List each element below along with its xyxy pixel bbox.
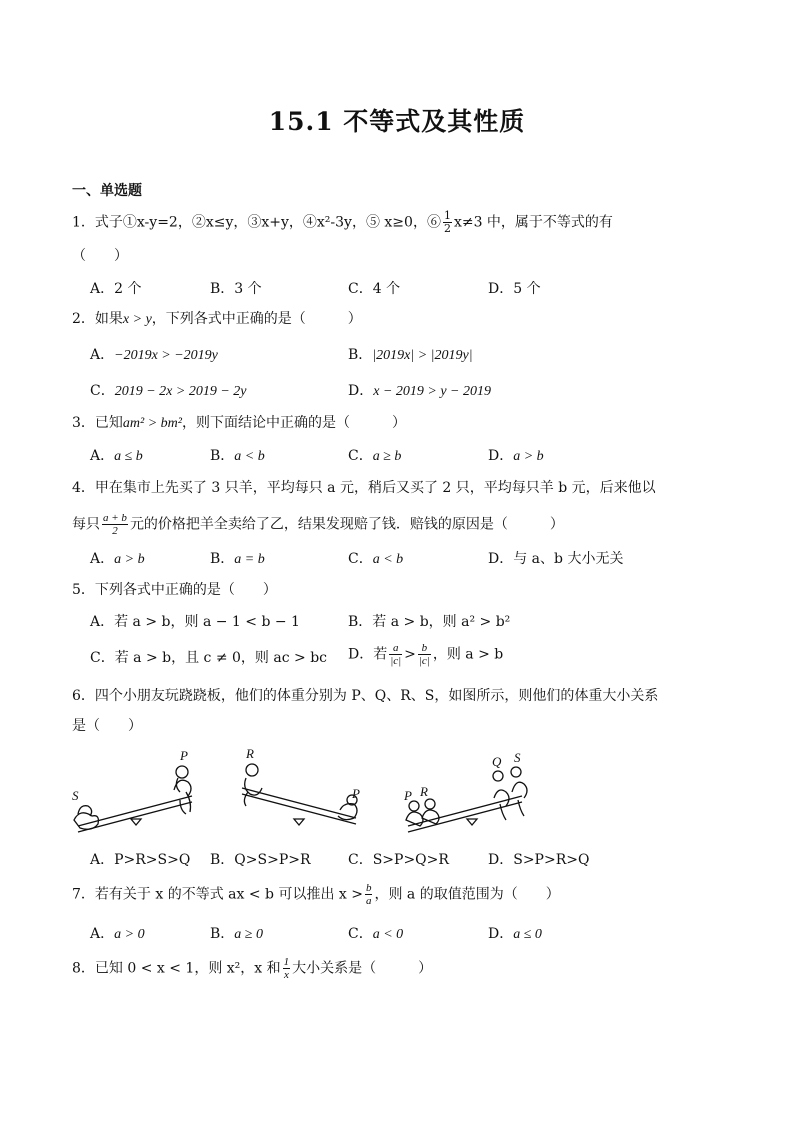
- question-3-stem: 3．已知am² > bm²，则下面结论中正确的是（ ）: [72, 415, 406, 431]
- question-6-option-d[interactable]: D．S>P>R>Q: [488, 852, 590, 868]
- question-6-option-b[interactable]: B．Q>S>P>R: [210, 852, 311, 868]
- question-6-option-a[interactable]: A．P>R>S>Q: [90, 852, 191, 868]
- question-6-option-c[interactable]: C．S>P>Q>R: [348, 852, 449, 868]
- question-4-option-c[interactable]: C．a < b: [348, 551, 404, 567]
- seesaw-3: [406, 767, 527, 832]
- question-3-option-d[interactable]: D．a > b: [488, 448, 544, 464]
- question-7-option-a[interactable]: A．a > 0: [90, 926, 145, 942]
- question-4-stem-line2: 每只 $\frac{a + b}{2}$ 元的价格把羊全卖给了乙，结果发现赔了钱．赔钱的原因是（ ）: [72, 512, 564, 537]
- seesaw-2-label-r: R: [246, 748, 254, 761]
- question-4-option-b[interactable]: B．a = b: [210, 551, 265, 567]
- question-7-fraction: $\frac{b}{a}$: [365, 882, 372, 907]
- question-5-option-b[interactable]: B．若 a > b，则 a² > b²: [348, 614, 511, 630]
- seesaw-2: [242, 764, 357, 825]
- question-1-stem: [72, 210, 613, 235]
- seesaw-3-label-r: R: [420, 784, 428, 799]
- seesaw-3-label-q: Q: [492, 754, 502, 769]
- question-2-stem: 2．如果x > y，下列各式中正确的是（ ）: [72, 311, 362, 327]
- question-4-fraction: $\frac{a + b}{2}$: [103, 512, 127, 537]
- question-3-option-c[interactable]: C．a ≥ b: [348, 448, 402, 464]
- question-1-text-tail: x≠3 中，属于不等式的有: [453, 214, 613, 231]
- page-title: 15.1 不等式及其性质: [268, 107, 526, 136]
- question-4-option-a[interactable]: A．a > b: [90, 551, 145, 567]
- question-8-stem: 8．已知 0 < x < 1，则 x²，x 和 $\frac{1}{x}$ 大小关系是（ ）: [72, 956, 433, 981]
- question-6-stem-line1: 6．四个小朋友玩跷跷板，他们的体重分别为 P、Q、R、S，如图所示，则他们的体重大小关系: [72, 688, 659, 704]
- question-3-option-b[interactable]: B．a < b: [210, 448, 265, 464]
- seesaw-figure: [70, 748, 730, 838]
- question-5-option-a[interactable]: A．若 a > b，则 a − 1 < b − 1: [90, 614, 300, 630]
- seesaw-3-label-p: P: [404, 788, 412, 803]
- question-8-fraction: $\frac{1}{x}$: [283, 956, 290, 981]
- question-1-option-b[interactable]: B．3 个: [210, 281, 262, 297]
- seesaw-1-label-s: S: [72, 788, 79, 803]
- question-5-option-d[interactable]: D．若 $\frac{a}{|c|}$ > $\frac{b}{|c|}$ ，则 a > b: [348, 642, 504, 667]
- seesaw-3-label-s: S: [514, 750, 521, 765]
- question-1-option-c[interactable]: C．4 个: [348, 281, 401, 297]
- question-6-stem-line2: 是（ ）: [72, 718, 142, 734]
- question-1-option-d[interactable]: D．5 个: [488, 281, 541, 297]
- question-4-option-d[interactable]: D．与 a、b 大小无关: [488, 551, 624, 567]
- question-7-stem: 7．若有关于 x 的不等式 ax < b 可以推出 x > $\frac{b}{a}$ ，则 a 的取值范围为（ ）: [72, 882, 560, 907]
- question-1-option-a[interactable]: A．2 个: [90, 281, 142, 297]
- question-2-option-a[interactable]: A．−2019x > −2019y: [90, 347, 218, 363]
- question-7-option-d[interactable]: D．a ≤ 0: [488, 926, 542, 942]
- question-5-option-c[interactable]: C．若 a > b，且 c ≠ 0，则 ac > bc: [90, 650, 328, 666]
- question-5-stem: 5．下列各式中正确的是（ ）: [72, 582, 277, 598]
- question-3-option-a[interactable]: A．a ≤ b: [90, 448, 143, 464]
- seesaw-2-label-p: P: [352, 786, 360, 801]
- question-2-option-d[interactable]: D．x − 2019 > y − 2019: [348, 383, 492, 399]
- question-1-fraction: $\frac{1}{2}$: [443, 209, 451, 235]
- question-4-stem-line1: 4．甲在集市上先买了 3 只羊，平均每只 a 元，稍后又买了 2 只，平均每只羊 b 元，后来他以: [72, 480, 656, 496]
- question-2-option-b[interactable]: B．|2019x| > |2019y|: [348, 347, 473, 363]
- question-7-option-c[interactable]: C．a < 0: [348, 926, 404, 942]
- question-2-option-c[interactable]: C．2019 − 2x > 2019 − 2y: [90, 383, 247, 399]
- question-7-option-b[interactable]: B．a ≥ 0: [210, 926, 263, 942]
- section-heading: 一、单选题: [72, 183, 142, 199]
- seesaw-1-label-p: P: [180, 748, 188, 763]
- question-1-text: 1．式子①x-y=2，②x≤y，③x+y，④x²-3y，⑤ x≥0，⑥: [72, 214, 441, 231]
- question-1-blank: （ ）: [72, 248, 128, 264]
- seesaw-1: [74, 766, 192, 832]
